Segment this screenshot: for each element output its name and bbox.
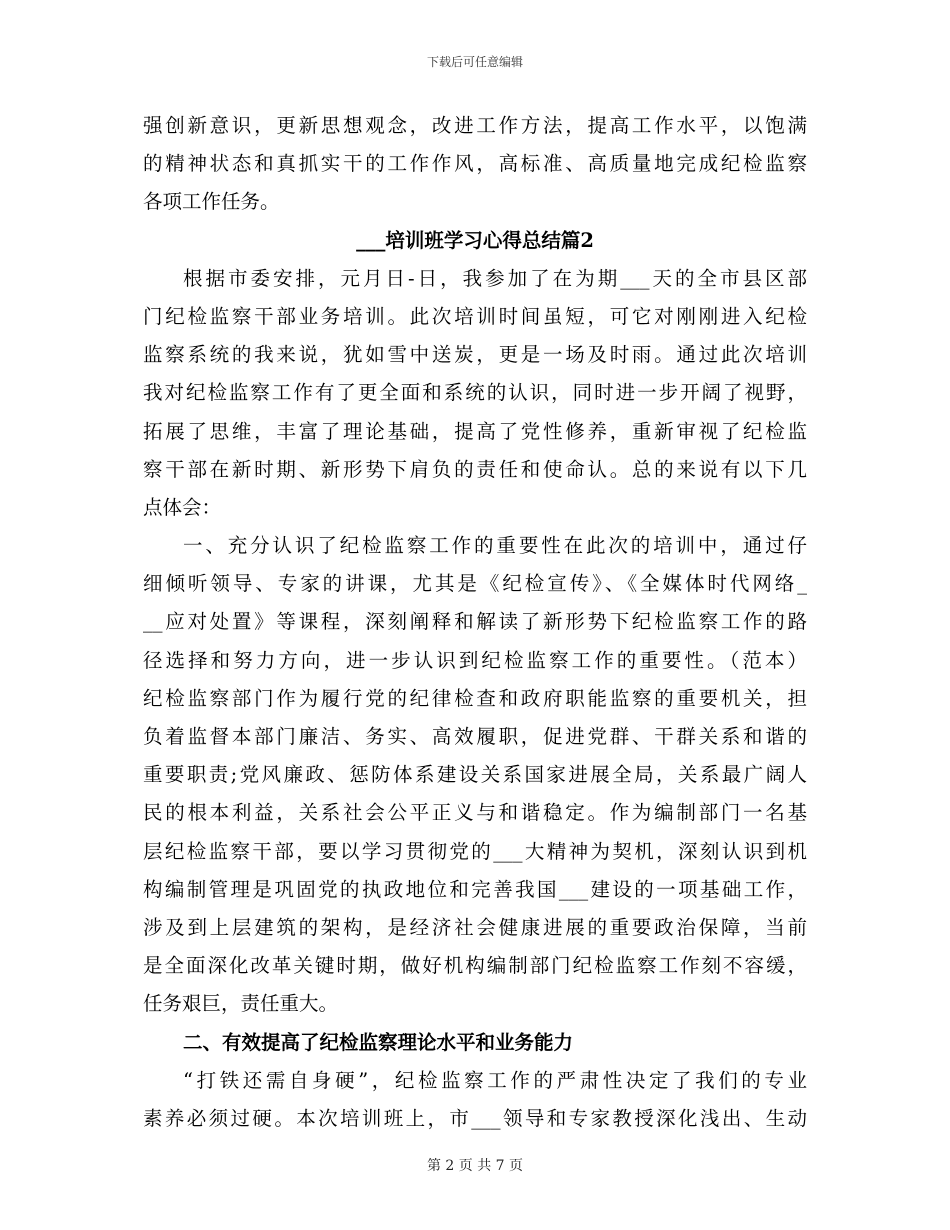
page-number: 第 2 页 共 7 页 [426, 1158, 524, 1174]
document-body [143, 107, 807, 1138]
paragraph-line: 重要职责;党风廉政、惩防体系建设关系国家进展全局，关系最广阔人 [143, 763, 807, 787]
paragraph-line: 是全面深化改革关键时期，做好机构编制部门纪检监察工作刻不容缓， [143, 954, 807, 978]
paragraph-line: 拓展了思维，丰富了理论基础，提高了党性修养，重新审视了纪检监 [143, 419, 807, 443]
section-title: ___培训班学习心得总结篇2 [356, 228, 594, 252]
paragraph-line: “打铁还需自身硬”，纪检监察工作的严肃性决定了我们的专业 [183, 1068, 807, 1092]
paragraph-line: 察干部在新时期、新形势下肩负的责任和使命认。总的来说有以下几 [143, 457, 807, 481]
section-heading: 二、有效提高了纪检监察理论水平和业务能力 [183, 1030, 574, 1054]
page-header: 下载后可任意编辑 [426, 55, 523, 69]
paragraph-line: 层纪检监察干部，要以学习贯彻党的___大精神为契机，深刻认识到机 [143, 839, 807, 863]
paragraph-line: 任务艰巨，责任重大。 [143, 992, 339, 1016]
paragraph-line: 构编制管理是巩固党的执政地位和完善我国___建设的一项基础工作， [143, 877, 807, 901]
paragraph-line: 的精神状态和真抓实干的工作作风，高标准、高质量地完成纪检监察 [143, 152, 807, 176]
paragraph-line: 负着监督本部门廉洁、务实、高效履职，促进党群、干群关系和谐的 [143, 725, 807, 748]
paragraph-line: 涉及到上层建筑的架构，是经济社会健康进展的重要政治保障，当前 [143, 915, 807, 939]
paragraph-line: 径选择和努力方向，进一步认识到纪检监察工作的重要性。（范本） [143, 648, 807, 672]
paragraph-line: 点体会： [143, 495, 222, 519]
paragraph-line: 纪检监察部门作为履行党的纪律检查和政府职能监察的重要机关，担 [143, 686, 807, 710]
paragraph-line: 各项工作任务。 [143, 190, 280, 214]
paragraph-line: 细倾听领导、专家的讲课，尤其是《纪检宣传》、《全媒体时代网络_ [143, 572, 807, 596]
paragraph-line: 我对纪检监察工作有了更全面和系统的认识，同时进一步开阔了视野， [143, 381, 807, 405]
paragraph-line: 根据市委安排，元月日-日，我参加了在为期___天的全市县区部 [183, 266, 807, 290]
paragraph-line: __应对处置》等课程，深刻阐释和解读了新形势下纪检监察工作的路 [143, 610, 807, 634]
paragraph-line: 一、充分认识了纪检监察工作的重要性在此次的培训中，通过仔 [183, 534, 807, 558]
paragraph-line: 监察系统的我来说，犹如雪中送炭，更是一场及时雨。通过此次培训 [143, 343, 807, 367]
paragraph-line: 素养必须过硬。本次培训班上，市___领导和专家教授深化浅出、生动 [143, 1106, 807, 1130]
paragraph-line: 民的根本利益，关系社会公平正义与和谐稳定。作为编制部门一名基 [143, 801, 807, 825]
paragraph-line: 门纪检监察干部业务培训。此次培训时间虽短，可它对刚刚进入纪检 [143, 304, 807, 328]
paragraph-line: 强创新意识，更新思想观念，改进工作方法，提高工作水平，以饱满 [143, 114, 807, 137]
